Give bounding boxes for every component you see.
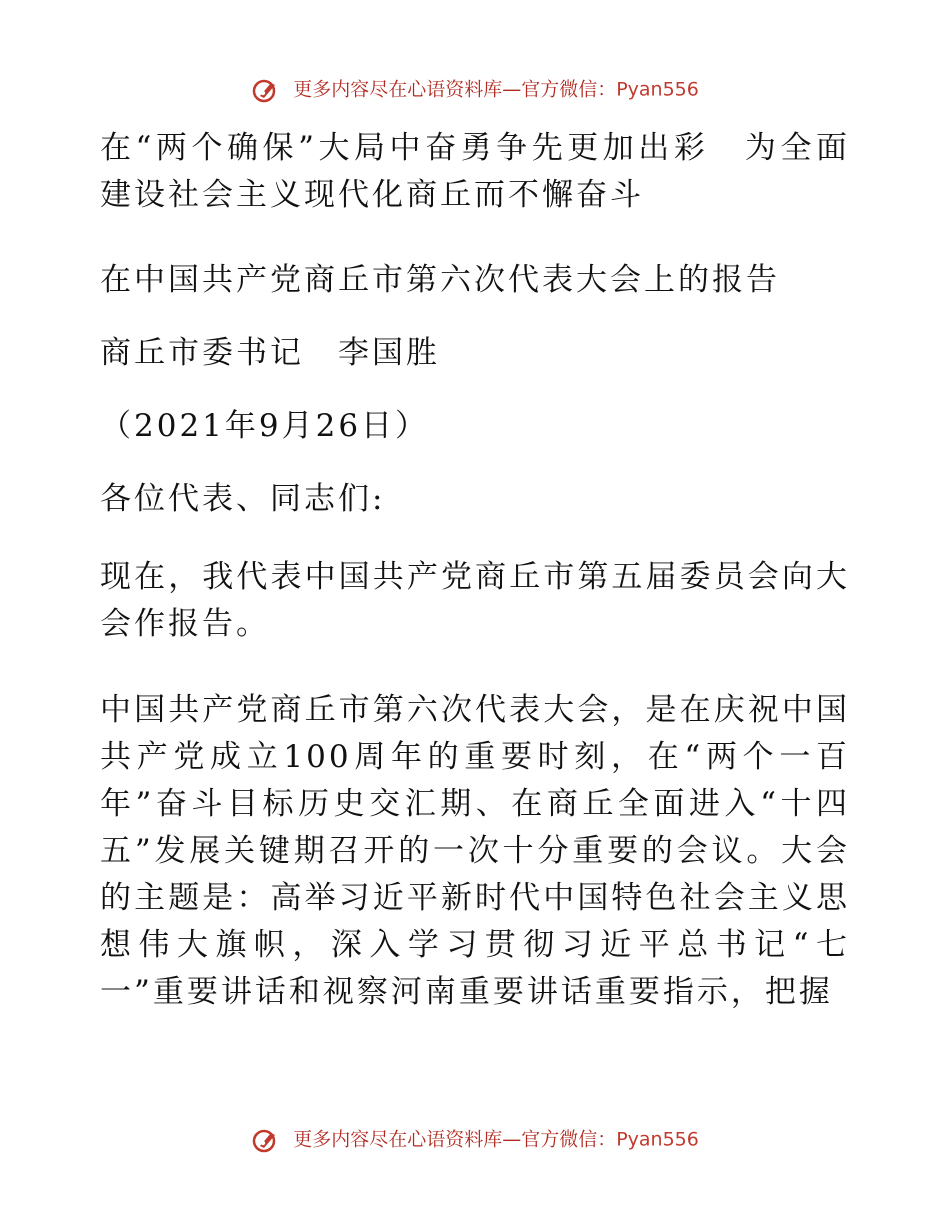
document-body xyxy=(100,125,850,219)
salutation: 各位代表、同志们: xyxy=(100,481,386,517)
document-title: 在“两个确保”大局中奋勇争先更加出彩 为全面建设社会主义现代化商丘而不懈奋斗 xyxy=(100,130,850,213)
watermark-text: 更多内容尽在心语资料库—官方微信： xyxy=(293,78,617,101)
watermark-text: 更多内容尽在心语资料库—官方微信： xyxy=(293,1128,617,1151)
watermark-wechat-id: Pyan556 xyxy=(616,78,699,101)
paragraph-2: 中国共产党商丘市第六次代表大会，是在庆祝中国共产党成立100周年的重要时刻，在“两个一百年”奋斗目标历史交汇期、在商丘全面进入“十四五”发展关键期召开的一次十分重要的会议。大会的主题是：高举习近平新时代中国特色社会主义思想伟大旗帜，深入学习贯彻习近平总书记“七一”重要讲话和视察河南重要讲话重要指示，把握 xyxy=(100,692,850,1010)
pen-nib-logo-icon xyxy=(251,77,283,103)
document-date: （2021年9月26日） xyxy=(100,408,430,444)
document-author: 商丘市委书记 李国胜 xyxy=(100,335,440,371)
pen-nib-logo-icon xyxy=(251,1127,283,1153)
watermark-footer xyxy=(0,1126,950,1153)
watermark-header xyxy=(0,76,950,103)
watermark-wechat-id: Pyan556 xyxy=(616,1128,699,1151)
document-subtitle: 在中国共产党商丘市第六次代表大会上的报告 xyxy=(100,262,780,298)
paragraph-1: 现在，我代表中国共产党商丘市第五届委员会向大会作报告。 xyxy=(100,559,850,642)
